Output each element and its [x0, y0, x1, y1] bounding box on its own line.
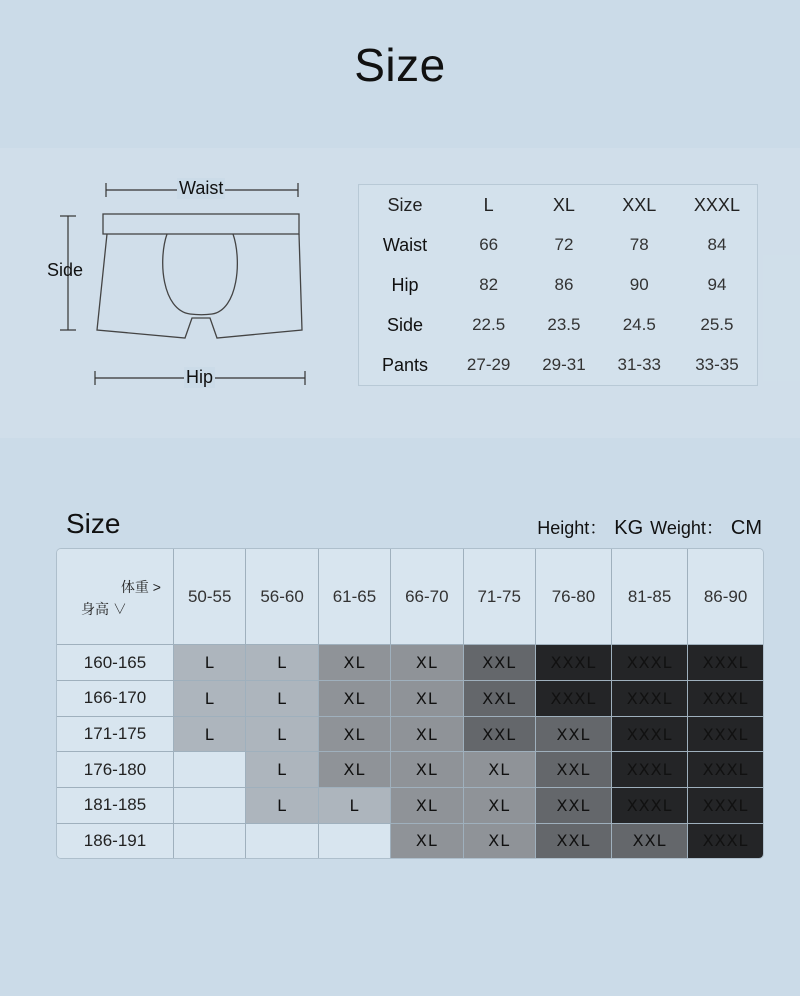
size-grid-cell: XL — [318, 645, 390, 681]
size-grid-cell: XL — [463, 752, 535, 788]
measurement-diagram — [40, 170, 330, 400]
size-grid-cell: XL — [318, 716, 390, 752]
cm-unit: CM — [730, 517, 762, 539]
size-grid-cell: XXXL — [612, 752, 688, 788]
size-grid-cell — [174, 787, 246, 823]
weight-header-cell: 81-85 — [612, 549, 688, 645]
size-grid-cell: XXXL — [612, 787, 688, 823]
height-header-cell: 171-175 — [57, 716, 174, 752]
size-table-cell: 23.5 — [547, 315, 581, 334]
size-grid-cell: XL — [391, 645, 463, 681]
height-header-cell: 181-185 — [57, 787, 174, 823]
size-table-cell: 22.5 — [472, 315, 506, 334]
size-grid-row — [57, 787, 763, 823]
size-grid-row — [57, 752, 763, 788]
size-grid-cell: XXL — [535, 787, 611, 823]
side-label: Side — [47, 260, 84, 280]
size-table-cell: XL — [552, 194, 575, 215]
height-header-cell: 176-180 — [57, 752, 174, 788]
size-table-cell: 94 — [707, 275, 727, 294]
size-grid-cell: L — [246, 787, 318, 823]
size-grid-cell: L — [246, 645, 318, 681]
size-table-cell: 82 — [479, 275, 499, 294]
chart-title: Size — [66, 508, 121, 539]
hip-label: Hip — [186, 367, 214, 387]
weight-header-cell: 66-70 — [391, 549, 463, 645]
size-grid-cell: L — [246, 716, 318, 752]
size-table-row — [359, 185, 758, 226]
size-grid-cell: XXL — [463, 681, 535, 717]
size-grid-cell: XL — [391, 716, 463, 752]
size-grid-cell: XL — [391, 752, 463, 788]
size-grid-row — [57, 716, 763, 752]
size-grid-row — [57, 645, 763, 681]
size-grid-cell: XXL — [535, 823, 611, 858]
size-table-row-label: Side — [386, 314, 424, 335]
size-table-row — [359, 265, 758, 305]
size-grid-cell: L — [174, 645, 246, 681]
height-header-cell: 186-191 — [57, 823, 174, 858]
height-header-cell: 160-165 — [57, 645, 174, 681]
size-table-cell: 86 — [554, 275, 574, 294]
size-grid-cell: XXL — [463, 716, 535, 752]
weight-header-cell: 86-90 — [688, 549, 763, 645]
height-header-cell: 166-170 — [57, 681, 174, 717]
size-grid-cell: XXXL — [612, 716, 688, 752]
size-grid-cell: XXXL — [612, 681, 688, 717]
size-recommendation-chart — [56, 548, 764, 859]
size-grid-cell: XL — [391, 787, 463, 823]
size-grid-cell: L — [246, 681, 318, 717]
units-legend — [537, 514, 762, 540]
kg-unit: KG — [614, 517, 644, 539]
size-table-cell: 25.5 — [700, 315, 734, 334]
size-table-cell: 72 — [554, 235, 574, 254]
weight-header-cell: 56-60 — [246, 549, 318, 645]
corner-cell — [57, 549, 174, 645]
size-table-cell: 31-33 — [617, 355, 661, 374]
weight-unit-label: Weight： — [650, 518, 724, 538]
size-grid-cell: XXXL — [535, 681, 611, 717]
size-table-row — [359, 345, 758, 386]
size-grid-row — [57, 681, 763, 717]
page-title: Size — [354, 39, 446, 91]
size-grid-cell: XL — [318, 752, 390, 788]
size-grid-cell — [174, 752, 246, 788]
size-table-row — [359, 305, 758, 345]
size-grid-cell: L — [174, 716, 246, 752]
size-grid-cell: L — [246, 752, 318, 788]
size-table-row-label: Hip — [391, 274, 419, 295]
waist-label: Waist — [179, 178, 224, 198]
size-grid-cell: XXL — [535, 716, 611, 752]
size-table-row — [359, 225, 758, 265]
size-grid-cell: XXXL — [688, 645, 763, 681]
size-grid-cell: XL — [391, 823, 463, 858]
size-grid-cell: XXXL — [688, 752, 763, 788]
size-table-row-label: Pants — [381, 354, 429, 375]
size-table-cell: 27-29 — [466, 355, 511, 374]
size-grid-cell: L — [318, 787, 390, 823]
size-grid-cell: XXL — [463, 645, 535, 681]
size-table-cell: 90 — [629, 275, 649, 294]
size-table-row-label: Waist — [382, 234, 428, 255]
size-table-cell: L — [483, 194, 494, 215]
size-table-row-label: Size — [387, 194, 423, 215]
size-grid-cell: XXXL — [688, 787, 763, 823]
size-grid-cell: XL — [463, 787, 535, 823]
size-table-cell: 66 — [479, 235, 499, 254]
size-table-cell: 29-31 — [542, 355, 586, 374]
size-table-cell: 84 — [707, 235, 727, 254]
height-unit-label: Height： — [537, 518, 608, 538]
weight-header-row — [57, 549, 763, 645]
size-grid-cell: XXL — [612, 823, 688, 858]
size-grid-row — [57, 823, 763, 858]
weight-header-cell: 71-75 — [463, 549, 535, 645]
size-grid-cell: XL — [391, 681, 463, 717]
corner-height-label: 身高 ∨ — [81, 600, 127, 617]
size-grid-cell: XXXL — [688, 823, 763, 858]
size-grid-cell — [318, 823, 390, 858]
size-grid-cell: XL — [463, 823, 535, 858]
size-table-cell: XXXL — [693, 194, 740, 215]
size-grid-cell — [174, 823, 246, 858]
size-grid-cell: XXL — [535, 752, 611, 788]
size-measurement-table — [358, 184, 758, 386]
weight-header-cell: 76-80 — [535, 549, 611, 645]
size-table-cell: 24.5 — [622, 315, 656, 334]
size-table-cell: 33-35 — [695, 355, 739, 374]
size-grid-cell: L — [174, 681, 246, 717]
weight-header-cell: 61-65 — [318, 549, 390, 645]
size-grid-cell: XXXL — [535, 645, 611, 681]
weight-header-cell: 50-55 — [174, 549, 246, 645]
size-grid — [57, 549, 763, 858]
size-grid-cell: XXXL — [688, 681, 763, 717]
corner-weight-label: 体重 > — [120, 578, 161, 595]
size-grid-cell — [246, 823, 318, 858]
size-grid-cell: XXXL — [688, 716, 763, 752]
boxer-brief-illustration — [40, 170, 330, 400]
size-table-cell: 78 — [629, 235, 649, 254]
size-table-cell: XXL — [622, 194, 657, 215]
size-grid-cell: XL — [318, 681, 390, 717]
size-grid-cell: XXXL — [612, 645, 688, 681]
